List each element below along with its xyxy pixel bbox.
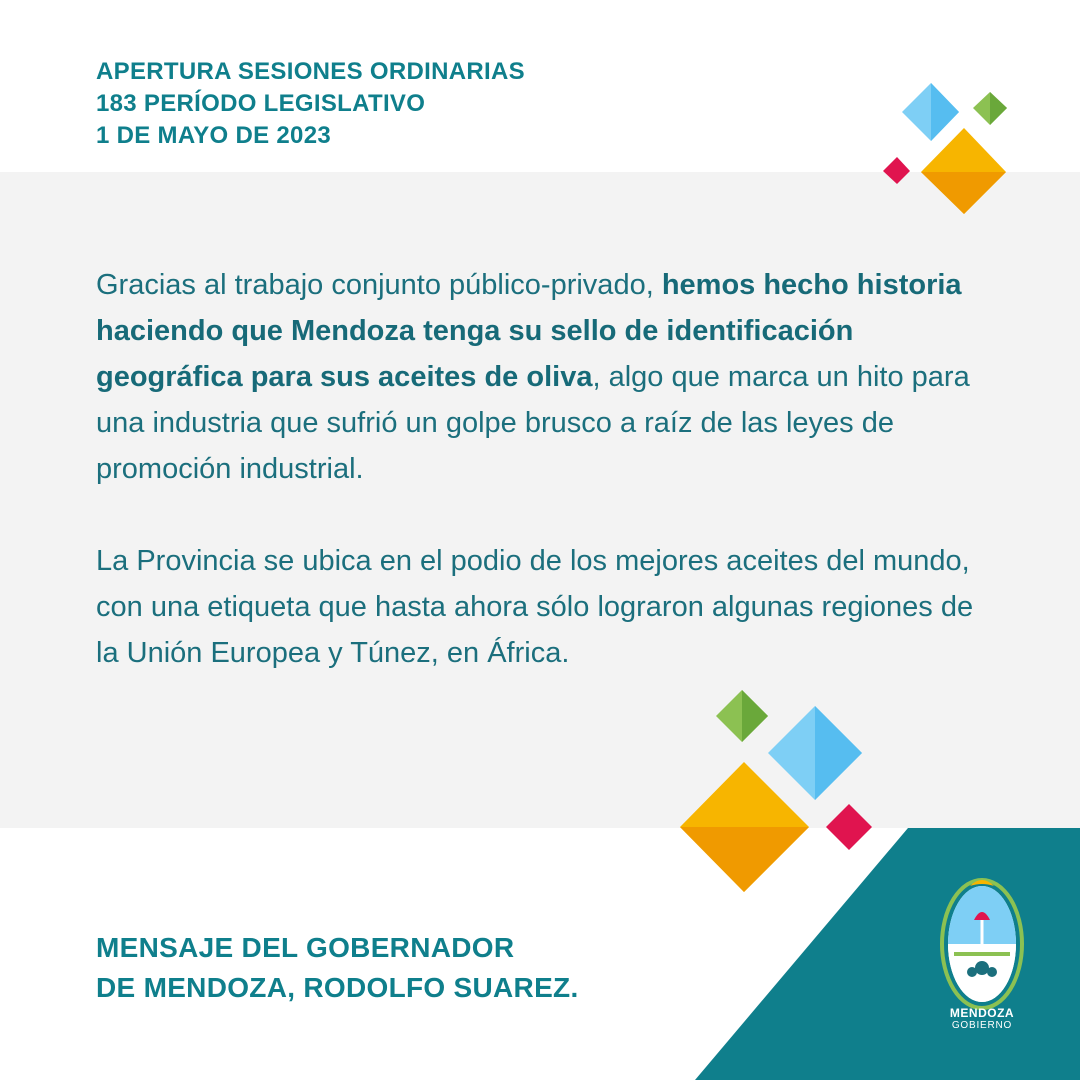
magenta-diamond bbox=[826, 804, 872, 850]
footer-line-1: MENSAJE DEL GOBERNADOR bbox=[96, 932, 515, 963]
footer-title bbox=[96, 928, 579, 1008]
header-line-2: 183 PERÍODO LEGISLATIVO bbox=[96, 90, 426, 117]
brand-name: MENDOZA bbox=[949, 1006, 1015, 1020]
header-line-1: APERTURA SESIONES ORDINARIAS bbox=[96, 58, 525, 85]
paragraph-2: La Provincia se ubica en el podio de los mejores aceites del mundo, con una etiqueta que hasta ahora sólo lograron algunas regiones de la Unión Europea y Túnez, en África. bbox=[96, 545, 974, 669]
bottom-diamonds-decoration bbox=[676, 686, 876, 896]
green-diamond-shade bbox=[742, 690, 768, 742]
sky-diamond-large-shade bbox=[815, 706, 862, 800]
paragraph-1-rest: , algo que marca un hito para una industria que sufrió un golpe brusco a raíz de las leyes de promoción industrial. bbox=[96, 361, 970, 485]
footer-line-2: DE MENDOZA, RODOLFO SUAREZ. bbox=[96, 972, 579, 1003]
mendoza-coat-of-arms-logo bbox=[936, 868, 1028, 1018]
paragraph-1-highlight: hemos hecho historia haciendo que Mendoza tenga su sello de identificación geográfica para sus aceites de oliva bbox=[96, 269, 962, 393]
header-line-3: 1 DE MAYO DE 2023 bbox=[96, 122, 331, 149]
yellow-diamond-large-shade bbox=[680, 827, 809, 892]
brand-subtitle: GOBIERNO bbox=[951, 1020, 1013, 1031]
paragraph-1-intro: Gracias al trabajo conjunto público-privado, bbox=[96, 269, 662, 301]
brand-wordmark bbox=[924, 1006, 1040, 1032]
